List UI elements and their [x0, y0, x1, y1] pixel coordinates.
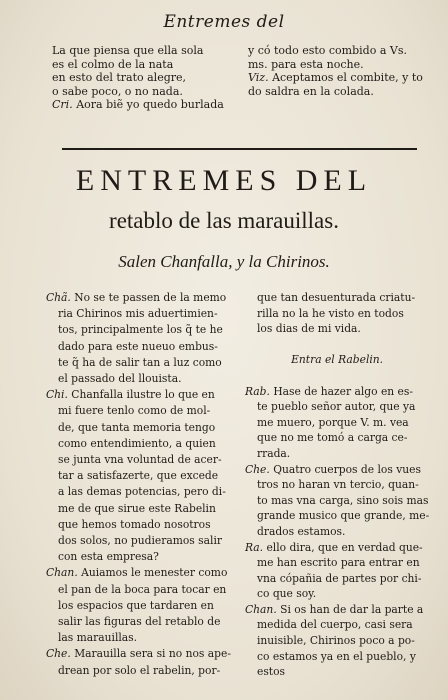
text-line: [248, 71, 423, 85]
line-text: tros no haran vn tercio, quan-: [257, 478, 419, 492]
text-line: [46, 420, 231, 436]
speaker-label: Chan.: [46, 566, 82, 580]
line-text: Aceptamos el combite, y to: [272, 71, 423, 85]
speaker-label: Chã.: [46, 291, 75, 304]
line-text: ms. para esta noche.: [248, 57, 364, 71]
line-text: es el colmo de la nata: [52, 57, 174, 71]
line-text: te pueblo señor autor, que ya: [257, 400, 416, 414]
text-line: [52, 98, 224, 112]
text-line: [46, 339, 231, 355]
line-text: me muero, porque V. m. vea: [257, 415, 409, 429]
line-text: tar a satisfazerte, que excede: [58, 469, 219, 483]
line-text: drados estamos.: [257, 524, 346, 538]
line-text: en esto del trato alegre,: [52, 71, 187, 85]
text-line: [245, 368, 429, 384]
line-text: que tan desuenturada criatu-: [257, 291, 416, 304]
text-line: [46, 403, 231, 419]
play-subtitle: retablo de las marauillas.: [109, 208, 339, 233]
line-text: mi fuere tenlo como de mol-: [58, 404, 211, 418]
text-line: [245, 617, 429, 633]
line-text: ello dira, que en verdad que-: [266, 540, 423, 554]
text-line: [46, 484, 231, 500]
text-line: [46, 533, 231, 549]
text-line: [245, 462, 429, 478]
line-text: me han escrito para entrar en: [257, 556, 420, 570]
text-line: [245, 399, 429, 415]
line-text: y có todo esto combido a Vs.: [248, 44, 407, 57]
text-line: [52, 58, 224, 72]
line-text: co que soy.: [257, 587, 317, 601]
line-text: se junta vna voluntad de acer-: [58, 453, 222, 467]
text-line: [245, 649, 429, 665]
line-text: vna cópañia de partes por chi-: [257, 571, 422, 585]
line-text: do saldra en la colada.: [248, 84, 374, 98]
play-title: ENTREMES DEL: [75, 164, 373, 197]
speaker-label: Chi.: [46, 388, 72, 402]
line-text: el pan de la boca para tocar en: [58, 582, 227, 596]
text-line: [248, 85, 423, 99]
speaker-label: Viz.: [248, 71, 273, 85]
speaker-label: Rab.: [245, 384, 274, 398]
text-line: [245, 555, 429, 571]
line-text: La que piensa que ella sola: [52, 44, 204, 57]
text-line: [46, 355, 231, 371]
line-text: rrada.: [257, 446, 291, 460]
text-line: [46, 387, 231, 403]
text-line: [245, 446, 429, 462]
text-line: [46, 501, 231, 517]
line-text: grande musico que grande, me-: [257, 509, 430, 523]
text-line: [245, 306, 429, 322]
line-text: Chanfalla ilustre lo que en: [71, 388, 215, 402]
line-text: Quatro cuerpos de los vues: [273, 462, 421, 476]
line-text: con esta empresa?: [58, 550, 159, 564]
speaker-label: Chan.: [245, 602, 281, 616]
text-line: [46, 436, 231, 452]
text-line: [46, 306, 231, 322]
text-line: [245, 384, 429, 400]
text-line: [46, 565, 231, 581]
line-text: Hase de hazer algo en es-: [273, 384, 413, 398]
text-line: [46, 598, 231, 614]
line-text: Auiamos le menester como: [81, 566, 228, 580]
speaker-label: Ra.: [245, 540, 267, 554]
top-right-column: [248, 44, 423, 98]
text-line: [248, 44, 423, 58]
line-text: las marauillas.: [58, 631, 138, 645]
speaker-label: Che.: [245, 462, 274, 476]
text-line: [245, 477, 429, 493]
line-text: tos, principalmente los q̃ te he: [58, 323, 223, 337]
text-line: [245, 524, 429, 540]
line-text: que hemos tomado nosotros: [58, 517, 211, 531]
line-text: o sabe poco, o no nada.: [52, 84, 183, 98]
text-line: [245, 602, 429, 618]
section-rule: [62, 148, 417, 150]
running-head: Entremes del: [163, 12, 285, 32]
text-line: [245, 540, 429, 556]
line-text: como entendimiento, a quien: [58, 436, 216, 450]
text-line: [52, 44, 224, 58]
line-text: rilla no la he visto en todos: [257, 306, 404, 320]
top-left-column: [52, 44, 224, 112]
text-line: [245, 508, 429, 524]
line-text: No se te passen de la memo: [74, 291, 227, 304]
stage-direction-line: Entra el Rabelin.: [291, 353, 384, 367]
text-line: [245, 415, 429, 431]
line-text: inuisible, Chirinos poco a po-: [257, 634, 415, 648]
line-text: Si os han de dar la parte a: [280, 602, 424, 616]
text-line: [245, 586, 429, 602]
text-line: [46, 663, 231, 679]
line-text: los dias de mi vida.: [257, 322, 361, 336]
text-line: [46, 468, 231, 484]
left-text-column: [46, 290, 231, 679]
line-text: Marauilla sera si no nos ape-: [74, 647, 231, 661]
line-text: Aora biẽ yo quedo burlada: [76, 98, 224, 112]
text-line: [245, 290, 429, 306]
text-line: [46, 322, 231, 338]
line-text: ria Chirinos mis aduertimien-: [58, 307, 218, 321]
text-line: [52, 71, 224, 85]
text-line: [245, 430, 429, 446]
text-line: [245, 337, 429, 353]
line-text: co estamos ya en el pueblo, y: [257, 649, 416, 663]
text-line: [46, 290, 231, 306]
line-text: de, que tanta memoria tengo: [58, 420, 216, 434]
line-text: me de que sirue este Rabelin: [58, 501, 216, 515]
text-line: [245, 321, 429, 337]
line-text: que no me tomó a carga ce-: [257, 431, 408, 445]
text-line: [248, 58, 423, 72]
line-text: to mas vna carga, sino sois mas: [257, 493, 429, 507]
line-text: el passado del llouista.: [58, 372, 182, 386]
text-line: [46, 630, 231, 646]
stage-direction: Salen Chanfalla, y la Chirinos.: [118, 252, 330, 271]
text-line: [46, 517, 231, 533]
text-line: [245, 493, 429, 509]
text-line: [46, 582, 231, 598]
line-text: los espacios que tardaren en: [58, 598, 214, 612]
text-line: [245, 664, 429, 680]
text-line: [46, 549, 231, 565]
speaker-label: Cri.: [52, 98, 77, 112]
text-line: [46, 371, 231, 387]
right-text-column: [245, 290, 429, 680]
text-line: [52, 85, 224, 99]
speaker-label: Che.: [46, 647, 75, 661]
text-line: [245, 633, 429, 649]
line-text: salir las figuras del retablo de: [58, 615, 221, 629]
line-text: estos: [257, 665, 286, 679]
line-text: te q̃ ha de salir tan a luz como: [58, 355, 222, 369]
text-line: [46, 646, 231, 662]
line-text: medida del cuerpo, casi sera: [257, 618, 413, 632]
text-line: [46, 614, 231, 630]
line-text: drean por solo el rabelin, por-: [58, 663, 221, 677]
line-text: dado para este nueuo embus-: [58, 339, 218, 353]
line-text: a las demas potencias, pero di-: [58, 485, 226, 499]
text-line: [245, 571, 429, 587]
text-line: [46, 452, 231, 468]
line-text: dos solos, no pudieramos salir: [58, 534, 222, 548]
